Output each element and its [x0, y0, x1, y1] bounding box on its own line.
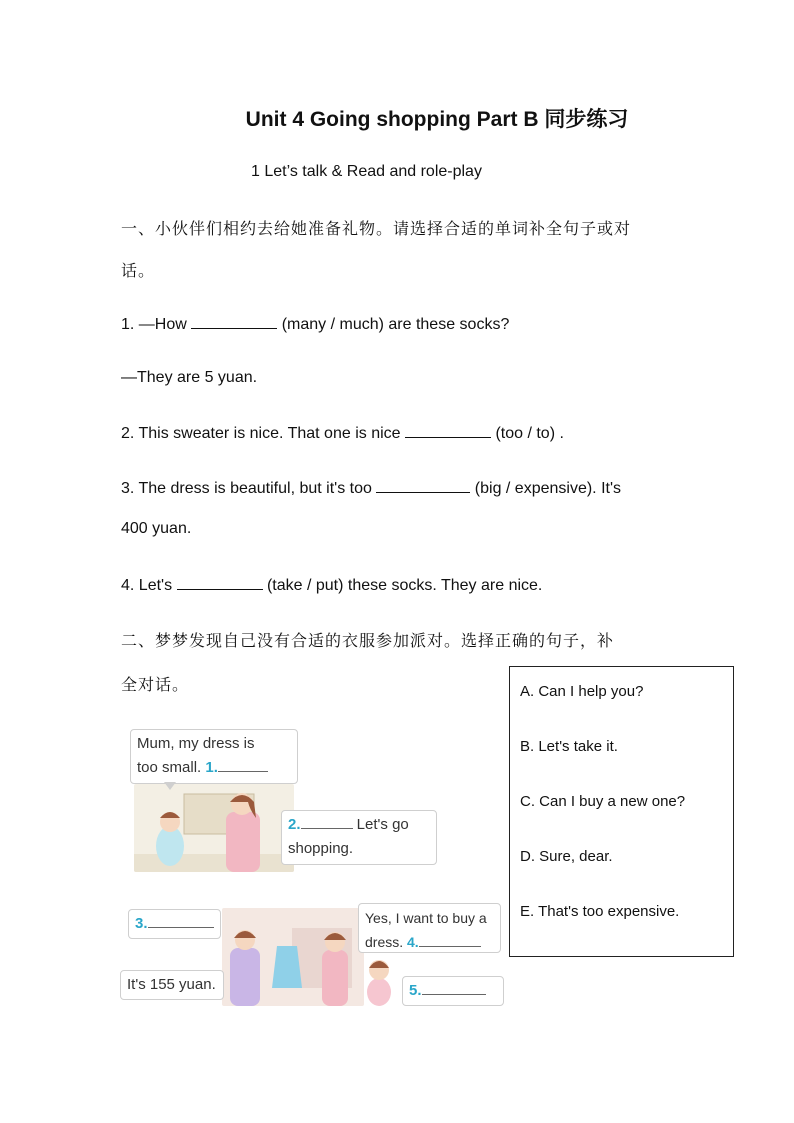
scene-2-illustration: [222, 908, 364, 1006]
girl-image: [364, 950, 394, 1006]
blank-number-4: 4.: [407, 934, 419, 950]
options-box: [509, 666, 734, 957]
q4-blank[interactable]: [177, 575, 263, 590]
speech-bubble-1: [130, 729, 298, 784]
shop-scene-image: [222, 908, 364, 1006]
speech-bubble-3: [128, 909, 221, 939]
question-3: [121, 478, 621, 498]
option-a: A. Can I help you?: [520, 683, 644, 700]
dialog-blank-4[interactable]: [419, 932, 481, 947]
option-e: E. That's too expensive.: [520, 903, 680, 920]
bubble-2-line-1: [288, 813, 430, 837]
page-title: Unit 4 Going shopping Part B 同步练习: [245, 108, 629, 131]
q1-text-post: (many / much) are these socks?: [277, 316, 510, 333]
bubble-2-line-2: shopping.: [288, 840, 354, 857]
bubble-2-text: Let's go: [352, 816, 409, 833]
speech-bubble-4: [358, 903, 501, 953]
blank-number-1: 1.: [205, 759, 218, 776]
bubble-1-line-2: [137, 756, 291, 780]
section1-heading-cont: 话。: [121, 261, 156, 280]
question-3-cont: 400 yuan.: [121, 520, 192, 537]
girl-and-mother-at-home-image: [134, 784, 294, 872]
speech-bubble-5: It's 155 yuan.: [120, 970, 224, 1000]
blank-number-2: 2.: [288, 816, 301, 833]
q3-text-pre: 3. The dress is beautiful, but it's too: [121, 480, 377, 497]
section2-heading-cont: 全对话。: [121, 675, 190, 694]
question-1-answer: —They are 5 yuan.: [121, 369, 258, 386]
girl-figure: [364, 950, 394, 1006]
dialog-blank-3[interactable]: [148, 913, 214, 928]
dialog-blank-5[interactable]: [422, 980, 486, 995]
speech-bubble-2: [281, 810, 437, 865]
q1-text-pre: 1. —How: [121, 316, 192, 333]
option-d: D. Sure, dear.: [520, 848, 613, 865]
scene-1-illustration: [134, 784, 294, 872]
question-4: [121, 575, 542, 595]
blank-number-3: 3.: [135, 915, 148, 932]
q4-text-pre: 4. Let's: [121, 577, 177, 594]
dialog-blank-1[interactable]: [218, 757, 268, 772]
dialog-blank-2[interactable]: [301, 814, 353, 829]
bubble-4-text: dress.: [365, 934, 404, 950]
option-c: C. Can I buy a new one?: [520, 793, 686, 810]
question-1: [121, 314, 509, 334]
question-2: [121, 423, 564, 443]
q2-text-pre: 2. This sweater is nice. That one is nice: [121, 425, 405, 442]
section2-heading: 二、梦梦发现自己没有合适的衣服参加派对。选择正确的句子，补: [121, 631, 615, 650]
bubble-1-text: too small.: [137, 759, 202, 776]
speech-bubble-6: [402, 976, 504, 1006]
q2-blank[interactable]: [405, 423, 491, 438]
bubble-4-line-2: [365, 930, 494, 954]
blank-number-5: 5.: [409, 982, 422, 999]
bubble-1-line-1: Mum, my dress is: [137, 735, 255, 752]
q3-text-post: (big / expensive). It's: [470, 480, 622, 497]
bubble-1-tail: [164, 782, 176, 790]
q2-text-post: (too / to) .: [491, 425, 564, 442]
option-b: B. Let's take it.: [520, 738, 618, 755]
section1-heading: 一、小伙伴们相约去给她准备礼物。请选择合适的单词补全句子或对: [121, 219, 632, 238]
bubble-4-line-1: Yes, I want to buy a: [365, 910, 487, 926]
q4-text-post: (take / put) these socks. They are nice.: [262, 577, 543, 594]
q1-blank[interactable]: [191, 314, 277, 329]
page-subtitle: 1 Let’s talk & Read and role-play: [251, 163, 482, 180]
q3-blank[interactable]: [376, 478, 470, 493]
